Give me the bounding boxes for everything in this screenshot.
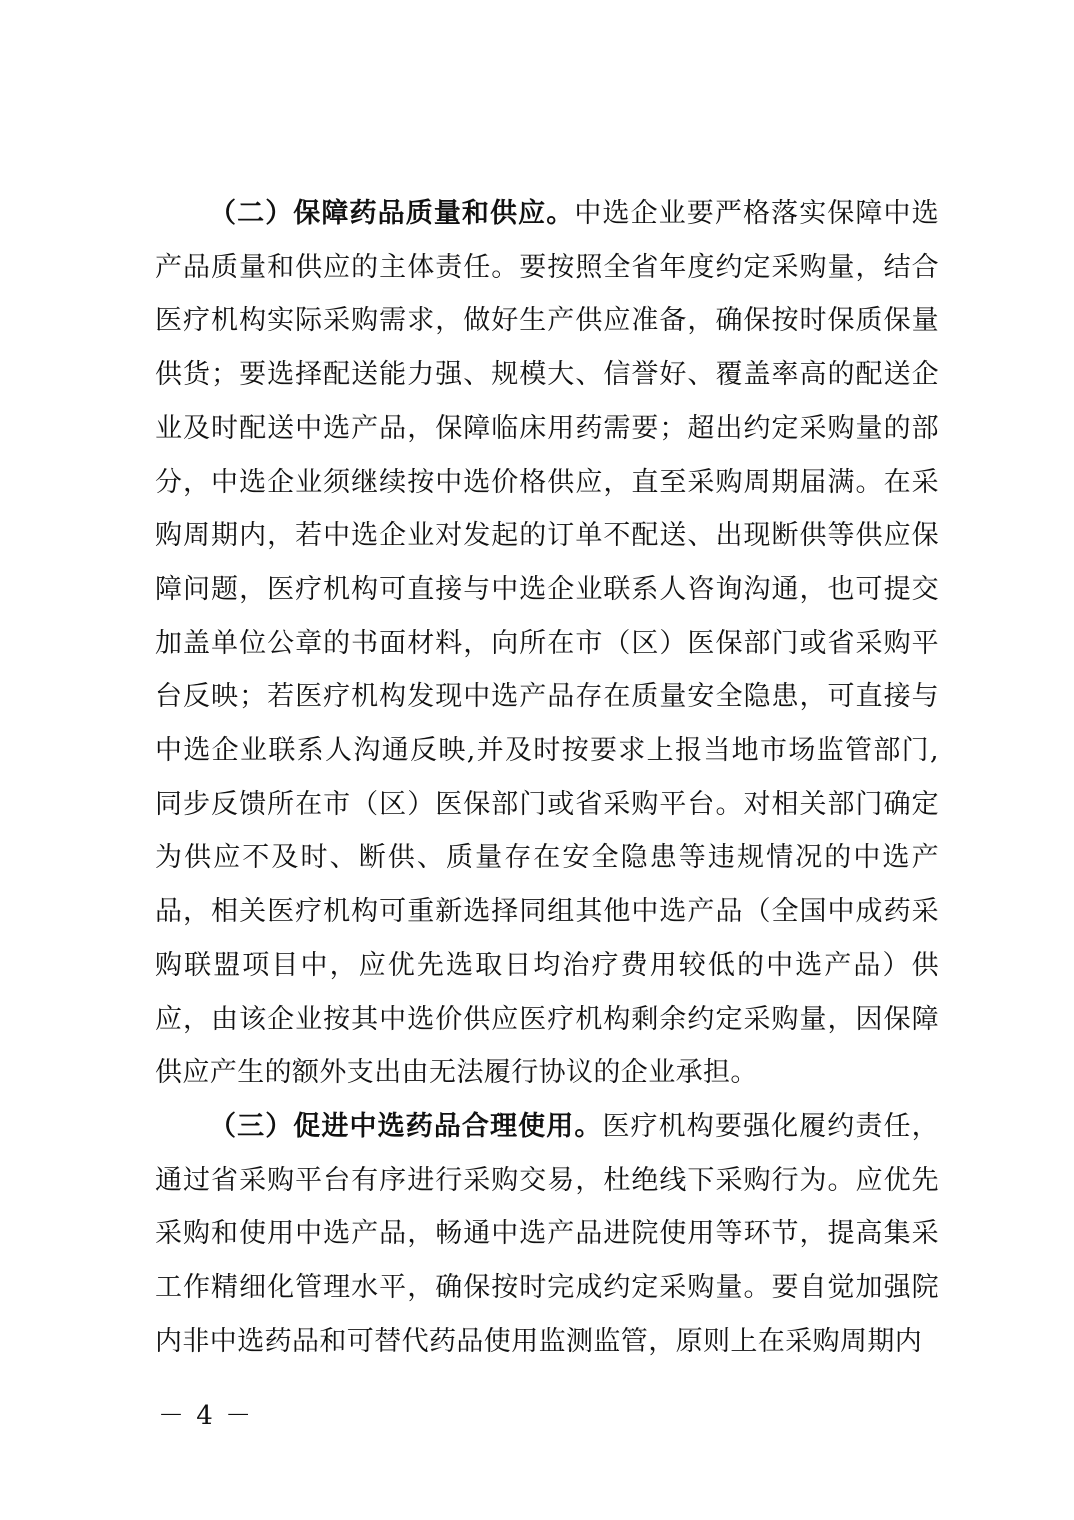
paragraph-text: 医疗机构要强化履约责任，通过省采购平台有序进行采购交易，杜绝线下采购行为。应优先采购和使用中选产品，畅通中选产品进院使用等环节，提高集采工作精细化管理水平，确保按时完成约定采购量。要自觉加强院内非中选药品和可替代药品使用监测监管，原则上在采购周期内 bbox=[155, 1110, 939, 1357]
page-number: － 4 － bbox=[158, 1401, 254, 1431]
paragraph-rational-use bbox=[155, 1100, 939, 1369]
section-heading-2: （二）保障药品质量和供应。 bbox=[209, 198, 575, 229]
body-text bbox=[155, 187, 939, 1368]
section-heading-3: （三）促进中选药品合理使用。 bbox=[209, 1110, 603, 1142]
paragraph-text: 中选企业要严格落实保障中选产品质量和供应的主体责任。要按照全省年度约定采购量，结合医疗机构实际采购需求，做好生产供应准备，确保按时保质保量供货；要选择配送能力强、规模大、信誉好、覆盖率高的配送企业及时配送中选产品，保障临床用药需要；超出约定采购量的部分，中选企业须继续按中选价格供应，直至采购周期届满。在采购周期内，若中选企业对发起的订单不配送、出现断供等供应保障问题，医疗机构可直接与中选企业联系人咨询沟通，也可提交加盖单位公章的书面材料，向所在市（区）医保部门或省采购平台反映；若医疗机构发现中选产品存在质量安全隐患，可直接与中选企业联系人沟通反映,并及时按要求上报当地市场监管部门,同步反馈所在市（区）医保部门或省采购平台。对相关部门确定为供应不及时、断供、质量存在安全隐患等违规情况的中选产品，相关医疗机构可重新选择同组其他中选产品（全国中成药采购联盟项目中，应优先选取日均治疗费用较低的中选产品）供应，由该企业按其中选价供应医疗机构剩余约定采购量，因保障供应产生的额外支出由无法履行协议的企业承担。 bbox=[155, 198, 940, 1089]
paragraph-quality-supply bbox=[155, 187, 939, 1100]
